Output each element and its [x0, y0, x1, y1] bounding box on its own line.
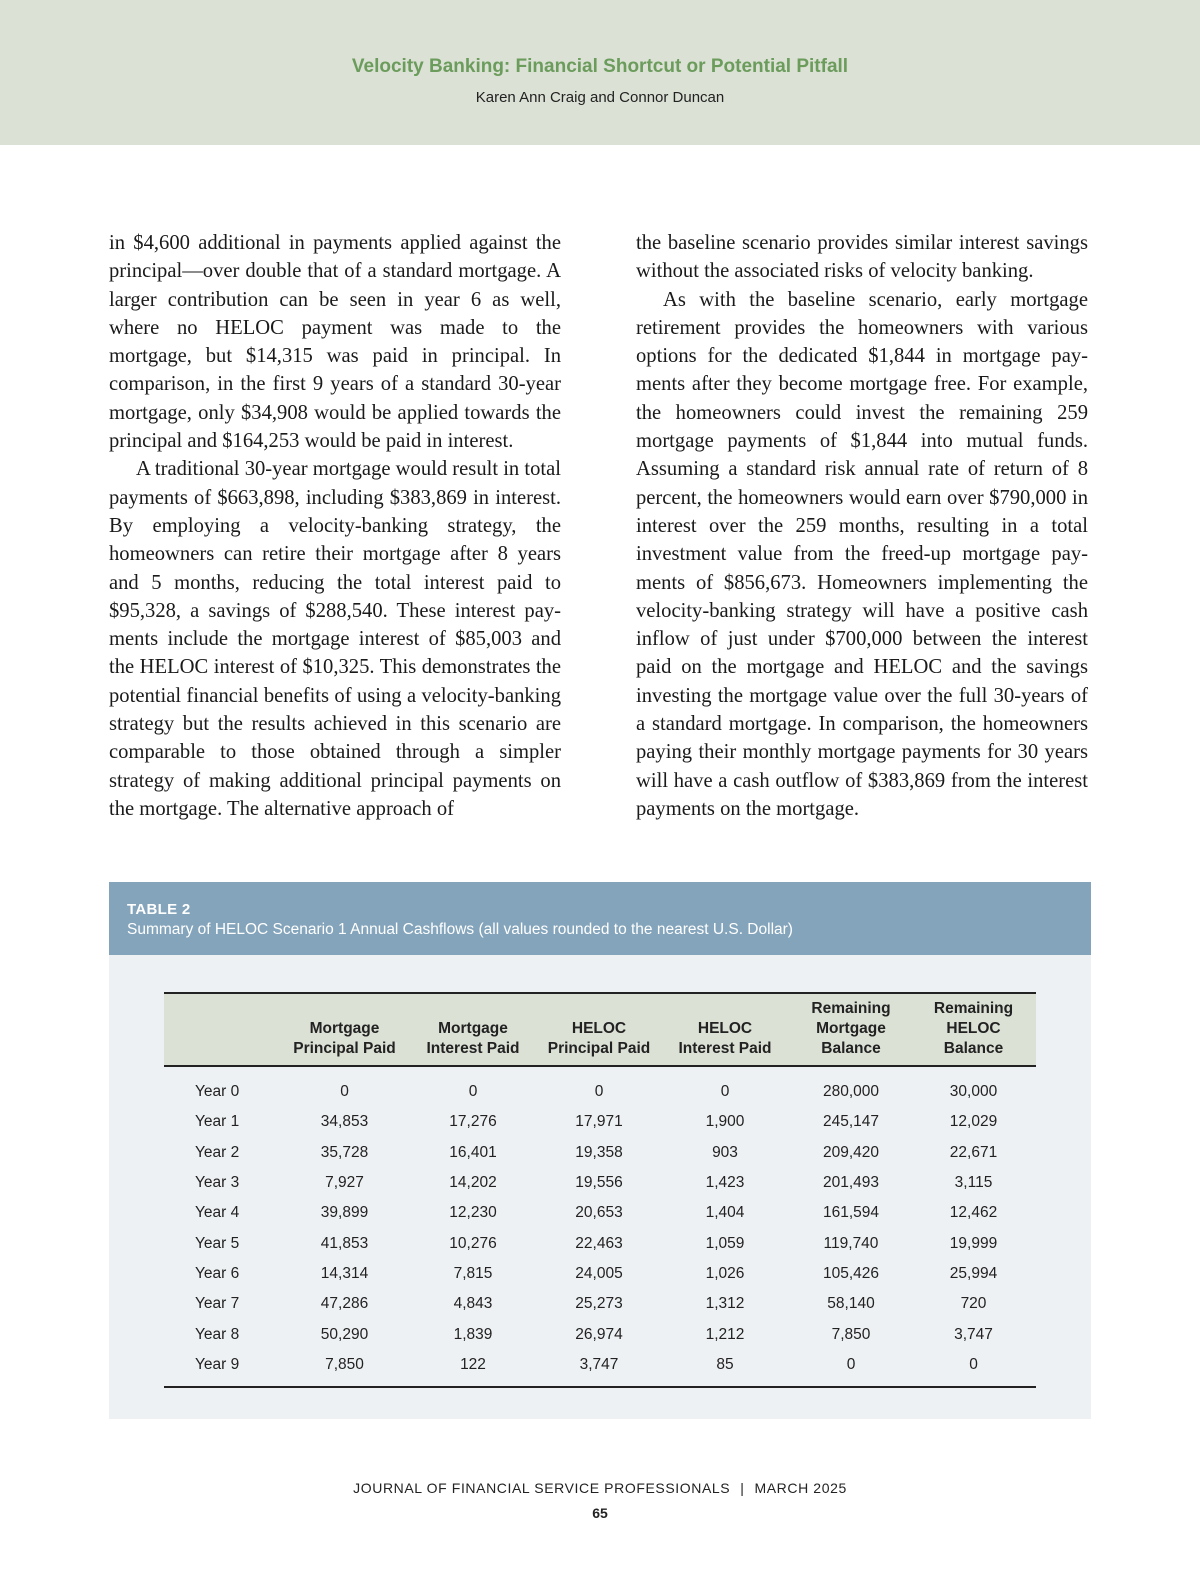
table-cell: 1,900 [705, 1113, 745, 1131]
column-header [282, 993, 407, 1066]
body-paragraph: the baseline scenario provides similar interest savings without the associated risks of velocity banking. [636, 232, 1088, 283]
table-cell: 19,358 [575, 1143, 623, 1161]
table-cell: 16,401 [449, 1143, 497, 1161]
row-label: Year 6 [195, 1264, 240, 1282]
right-column [636, 229, 1088, 823]
column-header [911, 993, 1036, 1066]
body-paragraph: A traditional 30-year mortgage would result in total payments of $663,898, including $383,869 in interest. By employing a velocity-banking strategy, the homeowners can retire their mortgage after 8 years and 5 months, reducing the total interest paid to $95,328, a savings of $288,540. These interest payments include the mortgage interest of $85,003 and the HELOC interest of $10,325. This demonstrates the potential financial benefits of using a velocity-banking strategy but the results achieved in this scenario are comparable to those obtained through a simpler strategy of making additional principal payments on the mortgage. The alternative approach of [109, 458, 561, 820]
table-cell: 1,423 [705, 1174, 745, 1192]
table-cell: 1,404 [705, 1204, 745, 1222]
row-label: Year 9 [164, 1350, 282, 1387]
column-header-line: Principal Paid [547, 1040, 651, 1057]
table-cell: 14,202 [449, 1174, 497, 1192]
table-cell: 24,005 [575, 1264, 623, 1282]
running-title: Velocity Banking: Financial Shortcut or Potential Pitfall [351, 56, 849, 77]
table-cell: 119,740 [823, 1234, 879, 1252]
table-cell: 720 [960, 1295, 987, 1313]
table-cell: 209,420 [822, 1143, 880, 1161]
table-cell: 17,276 [449, 1113, 497, 1131]
cashflow-table [164, 992, 1036, 1388]
table-cell: 1,059 [705, 1234, 745, 1252]
column-header-line: Interest Paid [678, 1040, 772, 1057]
header-cell-empty [164, 993, 282, 1066]
table-cell: 0 [340, 1083, 349, 1101]
page-footer [0, 1480, 1200, 1496]
table-cell: 12,230 [449, 1204, 497, 1222]
table-cell: 3,747 [539, 1350, 659, 1387]
column-header-line: Mortgage [309, 1020, 380, 1037]
table-cell: 903 [712, 1143, 738, 1161]
table-cell: 22,671 [949, 1143, 998, 1161]
table-cell: 245,147 [822, 1113, 880, 1131]
table-cell: 25,273 [575, 1295, 623, 1313]
table-cell: 0 [720, 1083, 730, 1101]
table-cell: 17,971 [575, 1113, 623, 1131]
running-authors: Karen Ann Craig and Connor Duncan [475, 89, 725, 106]
table-cell: 41,853 [320, 1234, 369, 1252]
table-cell: 1,212 [705, 1325, 745, 1343]
table-cell: 50,290 [320, 1325, 369, 1343]
table-row [164, 1168, 1036, 1198]
table-cell: 39,899 [320, 1204, 369, 1222]
table-cell: 0 [468, 1083, 478, 1101]
table-cell: 58,140 [827, 1295, 875, 1313]
table-cell: 3,747 [954, 1325, 993, 1343]
table-cell: 47,286 [320, 1295, 369, 1313]
table-cell: 1,839 [453, 1325, 493, 1343]
table-cell: 85 [659, 1350, 791, 1387]
row-label: Year 0 [195, 1083, 240, 1101]
journal-name: JOURNAL OF FINANCIAL SERVICE PROFESSIONALS [353, 1480, 731, 1496]
table-cell: 19,556 [575, 1174, 623, 1192]
table-cell: 25,994 [949, 1264, 998, 1282]
table-cell: 34,853 [320, 1113, 369, 1131]
column-header-line: HELOC [571, 1020, 627, 1037]
left-column [109, 229, 561, 823]
table-cell: 105,426 [822, 1264, 880, 1282]
column-header-line: Remaining [933, 1000, 1014, 1017]
table-cell: 0 [594, 1083, 604, 1101]
table-header-bar [109, 882, 1091, 955]
table-container [109, 882, 1091, 1419]
table-row [164, 1107, 1036, 1137]
table-caption: Summary of HELOC Scenario 1 Annual Cashflows (all values rounded to the nearest U.S. Dollar) [127, 921, 793, 938]
table-row [164, 1198, 1036, 1228]
column-header-line: Interest Paid [426, 1040, 520, 1057]
column-header-line: Mortgage [816, 1020, 886, 1037]
table-cell: 26,974 [575, 1325, 623, 1343]
row-label: Year 8 [195, 1325, 240, 1343]
table-cell: 30,000 [949, 1083, 998, 1101]
table-row [164, 1319, 1036, 1349]
table-cell: 1,026 [705, 1264, 745, 1282]
column-header-line: Mortgage [438, 1020, 508, 1037]
column-header [407, 993, 539, 1066]
column-header-line: Balance [821, 1040, 881, 1057]
table-cell: 161,594 [822, 1204, 880, 1222]
row-label: Year 4 [195, 1204, 240, 1222]
table-cell: 10,276 [449, 1234, 497, 1252]
table-cell: 22,463 [575, 1234, 623, 1252]
row-label: Year 5 [195, 1234, 240, 1252]
table-cell: 7,850 [831, 1325, 871, 1343]
table-cell: 19,999 [949, 1234, 998, 1252]
body-paragraph: in $4,600 additional in payments applied against the principal—over double that of a standard mortgage. A larger contribution can be seen in year 6 as well, where no HELOC payment was made to the mortgage, but $14,315 was paid in principal. In comparison, in the first 9 years of a standard 30-year mortgage, only $34,908 would be applied towards the principal and $164,253 would be paid in interest. [109, 232, 561, 453]
table-cell: 14,314 [320, 1264, 369, 1282]
table-cell: 12,029 [949, 1113, 998, 1131]
column-header-line: Principal Paid [293, 1040, 396, 1057]
table-row [164, 1228, 1036, 1258]
table-cell: 0 [791, 1350, 911, 1387]
table-row [164, 1350, 1036, 1387]
body-paragraph: As with the baseline scenario, early mortgage retirement provides the homeowners with various options for the dedicated $1,844 in mortgage payments after they become mortgage free. For example, the homeowners could invest the remaining 259 mortgage payments of $1,844 into mutual funds. Assuming a standard risk annual rate of return of 8 percent, the homeowners would earn over $790,000 in interest over the 259 months, resulting in a total investment value from the freed-up mortgage payments of $856,673. Homeowners implementing the velocity-banking strategy will have a positive cash inflow of just under $700,000 between the interest paid on the mortgage and HELOC and the savings investing the mortgage value over the full 30-years of a standard mortgage. In comparison, the homeowners paying their monthly mortgage payments for 30 years will have a cash outflow of $383,869 from the interest payments on the mortgage. [636, 288, 1088, 820]
table-cell: 280,000 [822, 1083, 880, 1101]
column-header [659, 993, 791, 1066]
table-cell: 4,843 [453, 1295, 493, 1313]
column-header-line: Remaining [811, 1000, 891, 1017]
column-header-line: HELOC [697, 1020, 753, 1037]
column-header [539, 993, 659, 1066]
table-cell: 7,850 [282, 1350, 407, 1387]
table-row [164, 1138, 1036, 1168]
table-cell: 35,728 [320, 1143, 369, 1161]
column-header-line: HELOC [946, 1020, 1001, 1037]
column-header-line: Balance [943, 1040, 1004, 1057]
page-number: 65 [592, 1505, 608, 1521]
row-label: Year 3 [195, 1174, 240, 1192]
footer-separator: | [740, 1480, 745, 1496]
table-row [164, 1066, 1036, 1107]
row-label: Year 1 [195, 1113, 240, 1131]
table-cell: 122 [407, 1350, 539, 1387]
row-label: Year 7 [195, 1295, 240, 1313]
table-body [164, 1066, 1036, 1387]
table-cell: 201,493 [822, 1174, 880, 1192]
table-cell: 7,815 [453, 1264, 493, 1282]
page-header [0, 0, 1200, 145]
table-row [164, 1259, 1036, 1289]
table-cell: 12,462 [949, 1204, 998, 1222]
table-label: TABLE 2 [127, 901, 191, 918]
row-label: Year 2 [195, 1143, 240, 1161]
table-cell: 3,115 [954, 1174, 993, 1192]
table-cell: 1,312 [705, 1295, 745, 1313]
issue-date: MARCH 2025 [754, 1480, 847, 1496]
table-row [164, 1289, 1036, 1319]
table-cell: 20,653 [575, 1204, 623, 1222]
table-header-row [164, 993, 1036, 1066]
column-header [791, 993, 911, 1066]
table-cell: 0 [911, 1350, 1036, 1387]
table-cell: 7,927 [325, 1174, 364, 1192]
